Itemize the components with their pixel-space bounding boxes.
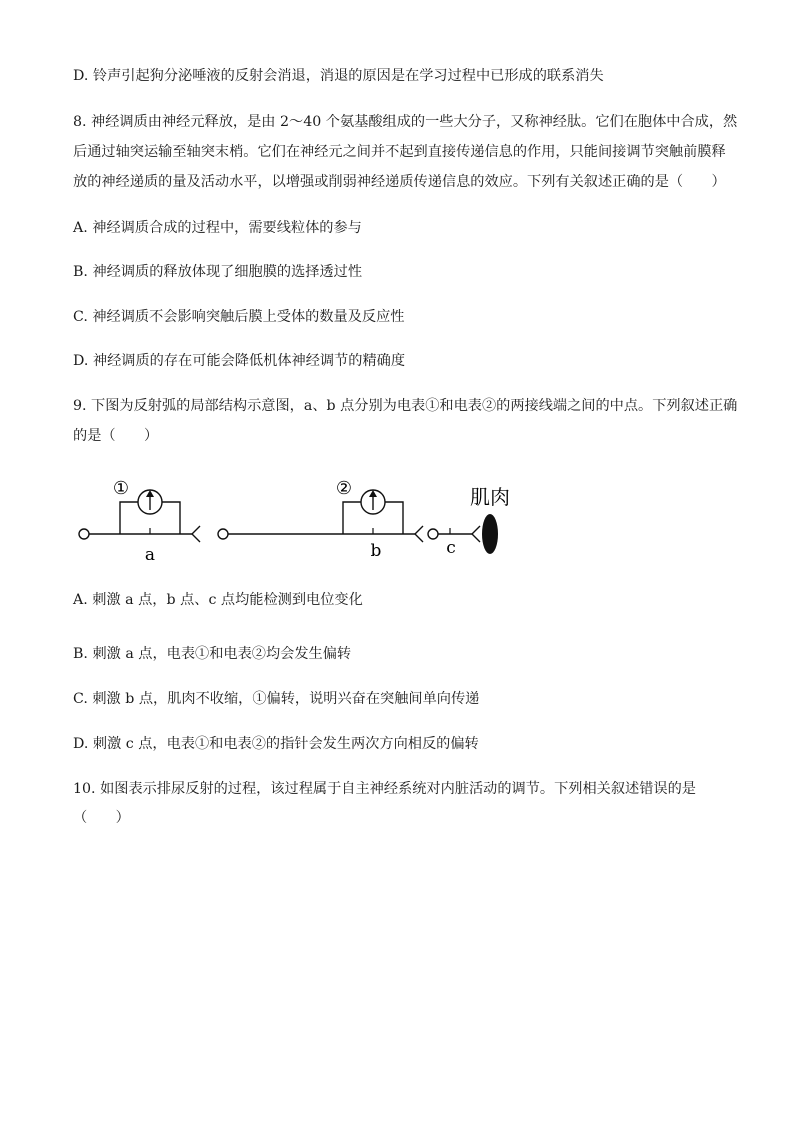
neuron3-cell-body: [428, 529, 438, 539]
point-c-label: c: [446, 538, 456, 558]
reflex-arc-diagram: [70, 470, 530, 570]
q8-stem-line1: 8. 神经调质由神经元释放，是由 2～40 个氨基酸组成的一些大分子，又称神经肽。它们在胞体中合成，然: [73, 114, 738, 130]
point-a-label: a: [144, 545, 156, 565]
meter1-label: ①: [112, 478, 130, 499]
q10-stem-line2: （ ）: [73, 810, 130, 826]
q8-stem-line2: 后通过轴突运输至轴突末梢。它们在神经元之间并不起到直接传递信息的作用，只能间接调节突触前膜释: [73, 144, 726, 160]
q8-option-b: B. 神经调质的释放体现了细胞膜的选择透过性: [73, 264, 363, 280]
q8-option-a: A. 神经调质合成的过程中，需要线粒体的参与: [73, 220, 362, 236]
q8-option-d: D. 神经调质的存在可能会降低机体神经调节的精确度: [73, 353, 406, 369]
q8-stem-line3: 放的神经递质的量及活动水平，以增强或削弱神经递质传递信息的效应。下列有关叙述正确的是（ ）: [73, 174, 726, 190]
point-b-label: b: [370, 541, 382, 561]
q8-option-c: C. 神经调质不会影响突触后膜上受体的数量及反应性: [73, 309, 405, 325]
q7-option-d: D. 铃声引起狗分泌唾液的反射会消退，消退的原因是在学习过程中已形成的联系消失: [73, 68, 604, 84]
q9-option-b: B. 刺激 a 点，电表①和电表②均会发生偏转: [73, 646, 352, 662]
meter2-label: ②: [335, 478, 353, 499]
synapse1-terminal: [192, 526, 200, 542]
neuromuscular-junction: [472, 526, 480, 542]
synapse2-terminal: [415, 526, 423, 542]
muscle-label: 肌肉: [470, 485, 510, 509]
q10-stem-line1: 10. 如图表示排尿反射的过程，该过程属于自主神经系统对内脏活动的调节。下列相关叙述错误的是: [73, 781, 696, 797]
q9-option-c: C. 刺激 b 点，肌肉不收缩，①偏转，说明兴奋在突触间单向传递: [73, 691, 480, 707]
q9-stem-line1: 9. 下图为反射弧的局部结构示意图，a、b 点分别为电表①和电表②的两接线端之间的中点。下列叙述正确: [73, 398, 738, 414]
q9-stem-line2: 的是（ ）: [73, 428, 159, 444]
q9-option-d: D. 刺激 c 点，电表①和电表②的指针会发生两次方向相反的偏转: [73, 736, 479, 752]
q9-option-a: A. 刺激 a 点，b 点、c 点均能检测到电位变化: [73, 592, 363, 608]
neuron2-cell-body: [218, 529, 228, 539]
neuron1-cell-body: [79, 529, 89, 539]
muscle-shape: [482, 514, 498, 554]
